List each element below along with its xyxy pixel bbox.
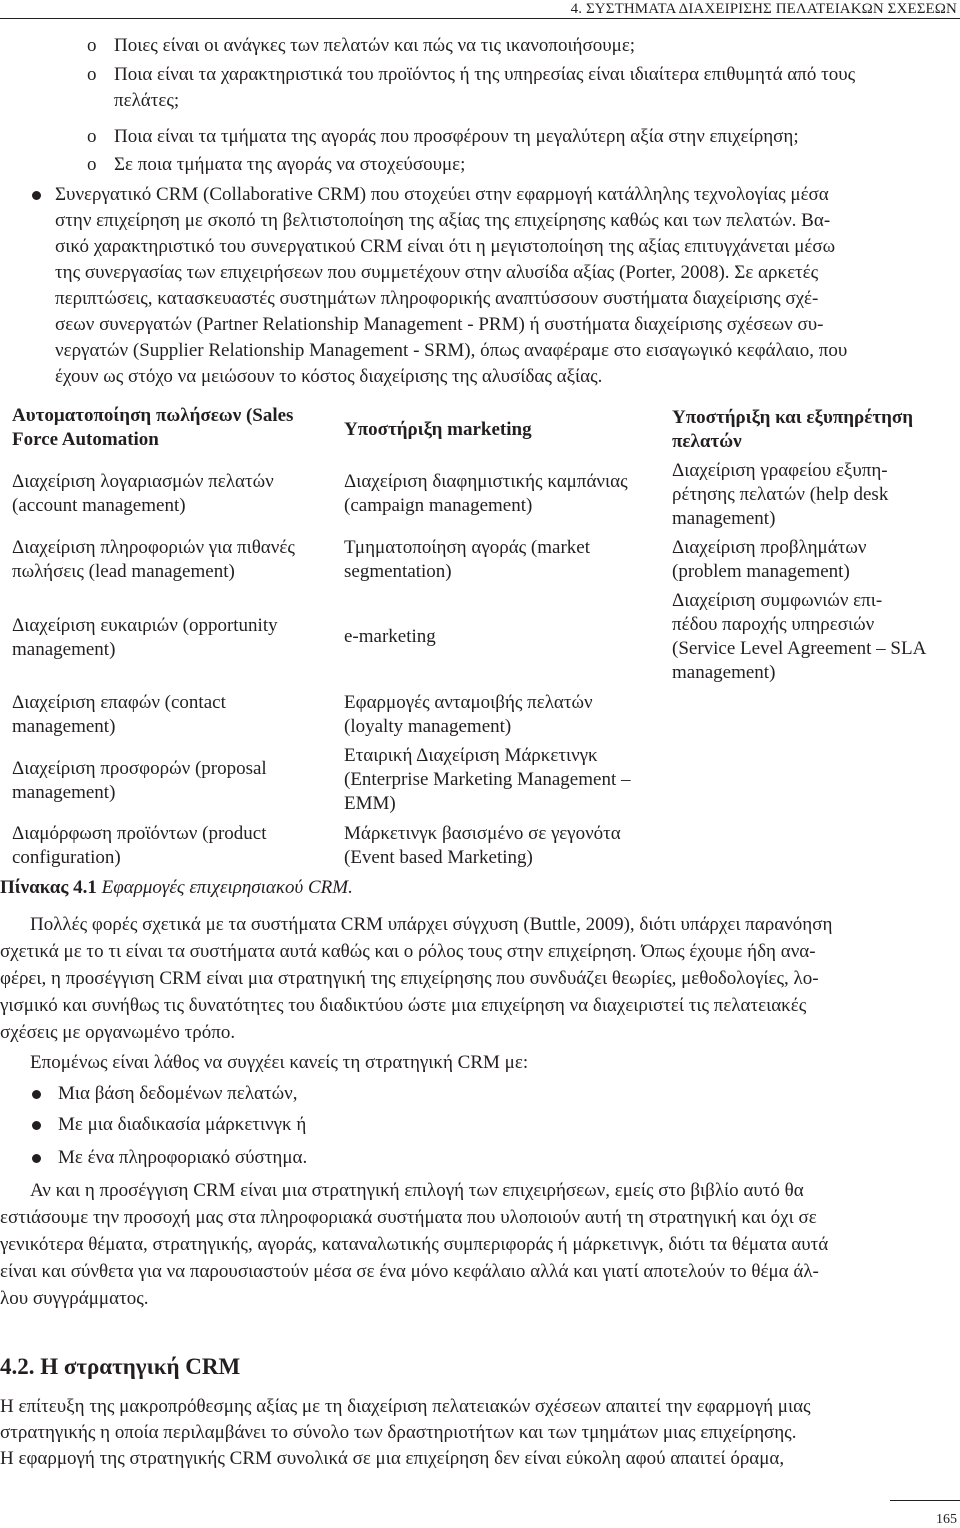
- table-cell: Εταιρική Διαχείριση Μάρκετινγκ (Enterprise Marketing Management – EMM): [344, 745, 631, 814]
- bullet-dot: [32, 191, 41, 200]
- table-cell: Διαχείριση γραφείου εξυπη- ρέτησης πελατών (help desk management): [672, 460, 889, 529]
- table-cell: Διαχείριση προβλημάτων (problem management): [672, 537, 867, 582]
- column-header: Αυτοματοποίηση πωλήσεων (Sales Force Automation: [12, 405, 294, 450]
- running-header: 4. ΣΥΣΤΗΜΑΤΑ ΔΙΑΧΕΙΡΙΣΗΣ ΠΕΛΑΤΕΙΑΚΩΝ ΣΧΕΣΕΩΝ: [570, 1, 957, 17]
- sub-question: Ποια είναι τα τμήματα της αγοράς που προσφέρουν τη μεγαλύτερη αξία στην επιχείρηση;: [114, 126, 799, 147]
- table-cell: Διαχείριση διαφημιστικής καμπάνιας (campaign management): [344, 471, 628, 516]
- bullet-dot: [32, 1154, 41, 1163]
- text-line: φέρει, η προσέγγιση CRM είναι μια στρατηγική της επιχείρησης που συνδυάζει θεωρίες, μεθοδολογίες, λο-: [0, 968, 819, 989]
- table-cell: e-marketing: [344, 626, 436, 647]
- text-line: περιπτώσεις, κατασκευαστές συστημάτων πληροφορικής αναπτύσσουν συστήματα διαχείρισης σχέ-: [55, 288, 819, 309]
- paragraph-mistake: Επομένως είναι λάθος να συγχέει κανείς τη στρατηγική CRM με:: [30, 1052, 529, 1073]
- column-header: Υποστήριξη και εξυπηρέτηση πελατών: [672, 407, 914, 452]
- text-line: λου συγγράμματος.: [0, 1288, 149, 1309]
- table-cell: Διαχείριση λογαριασμών πελατών (account management): [12, 471, 274, 516]
- bullet-dot: [32, 1090, 41, 1099]
- text-line: στρατηγικής η οποία περιλαμβάνει το σύνολο των δραστηριοτήτων και των τμημάτων μιας επιχείρησης.: [0, 1422, 797, 1443]
- text-line: Πολλές φορές σχετικά με τα συστήματα CRM υπάρχει σύγχυση (Buttle, 2009), διότι υπάρχει παρανόηση: [30, 914, 833, 935]
- table-cell: Διαχείριση πληροφοριών για πιθανές πωλήσεις (lead management): [12, 537, 295, 582]
- footer-rule: [890, 1500, 960, 1501]
- text-line: στην επιχείρηση με σκοπό τη βελτιστοποίηση της αξίας της επιχείρησης καθώς και των πελατών. Βα-: [55, 210, 831, 231]
- table-cell: Διαχείριση επαφών (contact management): [12, 692, 226, 737]
- page-number: 165: [936, 1512, 957, 1527]
- text-line: γενικότερα θέματα, στρατηγικής, αγοράς, καταναλωτικής συμπεριφοράς ή μάρκετινγκ, διότι τα θέματα αυτά: [0, 1234, 829, 1255]
- caption-text: Εφαρμογές επιχειρησιακού CRM.: [101, 877, 353, 898]
- list-item: Μια βάση δεδομένων πελατών,: [58, 1083, 298, 1104]
- sub-question: Ποια είναι τα χαρακτηριστικά του προϊόντος ή της υπηρεσίας είναι ιδιαίτερα επιθυμητά από τους: [114, 64, 856, 85]
- text-line: σεων συνεργατών (Partner Relationship Management - PRM) ή συστήματα διαχείρισης σχέσεων συ-: [55, 314, 824, 335]
- text-line: Η επίτευξη της μακροπρόθεσμης αξίας με τη διαχείριση πελατειακών σχέσεων απαιτεί την εφαρμογή μιας: [0, 1396, 811, 1417]
- section-heading: 4.2. Η στρατηγική CRM: [0, 1354, 241, 1379]
- table-caption: [0, 876, 353, 900]
- header-rule: [0, 18, 960, 19]
- bullet-dot: [32, 1121, 41, 1130]
- sub-bullet-marker: o: [87, 154, 97, 175]
- text-line: σικό χαρακτηριστικό του συνεργατικού CRM είναι ότι η μεγιστοποίηση της αξίας επιτυγχάνεται μέσω: [55, 236, 836, 257]
- text-line: σχέσεις με οργανωμένο τρόπο.: [0, 1022, 236, 1043]
- table-cell: Εφαρμογές ανταμοιβής πελατών (loyalty management): [344, 692, 593, 737]
- text-line: είναι και σύνθετα για να παρουσιαστούν μέσα σε ένα μόνο κεφάλαιο αλλά και γιατί αποτελούν το θέμα άλ-: [0, 1261, 819, 1282]
- sub-bullet-marker: o: [87, 64, 97, 85]
- table-cell: Μάρκετινγκ βασισμένο σε γεγονότα (Event based Marketing): [344, 823, 621, 868]
- table-cell: Διαχείριση ευκαιριών (opportunity management): [12, 615, 278, 660]
- text-line: σχετικά με το τι είναι τα συστήματα αυτά καθώς και ο ρόλος τους στην επιχείρηση. Όπως έχουμε ήδη ανα-: [0, 941, 816, 962]
- text-line: της συνεργασίας των επιχειρήσεων που συμμετέχουν στην αλυσίδα αξίας (Porter, 2008). Σε αρκετές: [55, 262, 819, 283]
- text-line: Αν και η προσέγγιση CRM είναι μια στρατηγική επιλογή των επιχειρήσεων, εμείς στο βιβλίο αυτό θα: [30, 1180, 804, 1201]
- table-cell: Διαχείριση συμφωνιών επι- πέδου παροχής υπηρεσιών (Service Level Agreement – SLA management): [672, 590, 927, 683]
- sub-bullet-marker: o: [87, 35, 97, 56]
- text-line: γισμικό και συνήθως τις δυνατότητες του διαδικτύου ώστε μια επιχείρηση να διαχειριστεί τις πελατειακές: [0, 995, 807, 1016]
- list-item: Με μια διαδικασία μάρκετινγκ ή: [58, 1114, 307, 1135]
- list-item: Με ένα πληροφοριακό σύστημα.: [58, 1147, 308, 1168]
- text-line: έχουν ως στόχο να μειώσουν το κόστος διαχείρισης της αλυσίδας αξίας.: [55, 366, 603, 387]
- table-cell: Διαμόρφωση προϊόντων (product configuration): [12, 823, 267, 868]
- column-header: Υποστήριξη marketing: [344, 419, 532, 440]
- text-line: νεργατών (Supplier Relationship Management - SRM), όπως αναφέραμε στο εισαγωγικό κεφάλαιο, που: [55, 340, 848, 361]
- sub-question: Σε ποια τμήματα της αγοράς να στοχεύσουμε;: [114, 154, 466, 175]
- table-cell: Διαχείριση προσφορών (proposal management): [12, 758, 267, 803]
- table-cell: Τμηματοποίηση αγοράς (market segmentation): [344, 537, 591, 582]
- caption-label: Πίνακας 4.1: [0, 877, 97, 898]
- sub-question-continued: πελάτες;: [114, 90, 180, 111]
- sub-bullet-marker: o: [87, 126, 97, 147]
- text-line: Συνεργατικό CRM (Collaborative CRM) που στοχεύει στην εφαρμογή κατάλληλης τεχνολογίας μέσα: [55, 184, 829, 205]
- text-line: εστιάσουμε την προσοχή μας στα πληροφοριακά συστήματα που υλοποιούν αυτή τη στρατηγική και όχι σε: [0, 1207, 817, 1228]
- text-line: Η εφαρμογή της στρατηγικής CRM συνολικά σε μια επιχείρηση δεν είναι εύκολη αφού απαιτεί όραμα,: [0, 1448, 785, 1469]
- sub-question: Ποιες είναι οι ανάγκες των πελατών και πώς να τις ικανοποιήσουμε;: [114, 35, 636, 56]
